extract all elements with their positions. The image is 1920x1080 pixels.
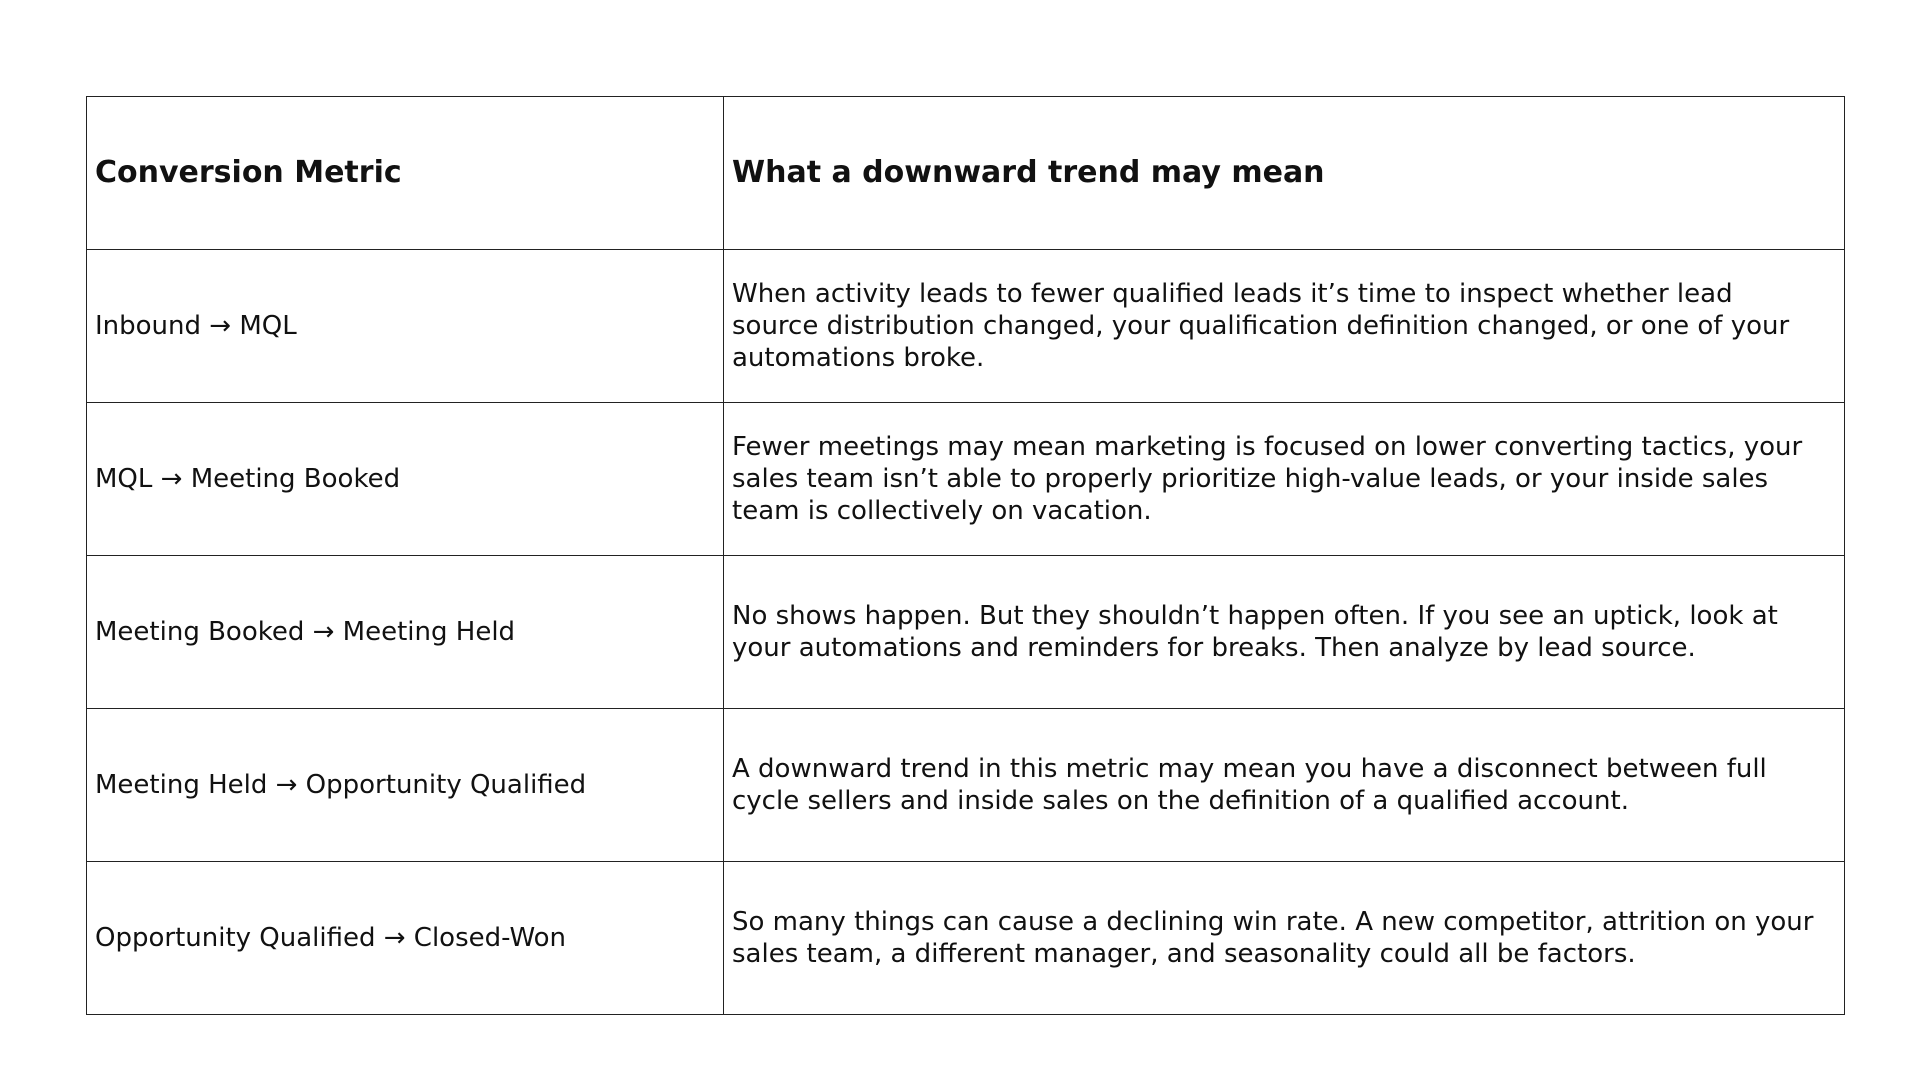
conversion-metrics-table-container bbox=[86, 96, 1844, 1015]
table-body bbox=[87, 250, 1845, 1015]
metric-cell: Meeting Booked → Meeting Held bbox=[87, 556, 724, 709]
table-row bbox=[87, 403, 1845, 556]
table-row bbox=[87, 709, 1845, 862]
metric-cell: Inbound → MQL bbox=[87, 250, 724, 403]
table-row bbox=[87, 556, 1845, 709]
meaning-cell: When activity leads to fewer qualified leads it’s time to inspect whether lead source distribution changed, your qualification definition changed, or one of your automations broke. bbox=[724, 250, 1845, 403]
table-header bbox=[87, 97, 1845, 250]
meaning-cell: A downward trend in this metric may mean you have a disconnect between full cycle sellers and inside sales on the definition of a qualified account. bbox=[724, 709, 1845, 862]
metric-cell: Meeting Held → Opportunity Qualified bbox=[87, 709, 724, 862]
conversion-metrics-table bbox=[86, 96, 1845, 1015]
header-row bbox=[87, 97, 1845, 250]
metric-cell: Opportunity Qualified → Closed-Won bbox=[87, 862, 724, 1015]
meaning-cell: So many things can cause a declining win rate. A new competitor, attrition on your sales team, a different manager, and seasonality could all be factors. bbox=[724, 862, 1845, 1015]
header-downward-trend-meaning: What a downward trend may mean bbox=[724, 97, 1845, 250]
meaning-cell: Fewer meetings may mean marketing is focused on lower converting tactics, your sales team isn’t able to properly prioritize high-value leads, or your inside sales team is collectively on vacation. bbox=[724, 403, 1845, 556]
table-row bbox=[87, 250, 1845, 403]
meaning-cell: No shows happen. But they shouldn’t happen often. If you see an uptick, look at your automations and reminders for breaks. Then analyze by lead source. bbox=[724, 556, 1845, 709]
metric-cell: MQL → Meeting Booked bbox=[87, 403, 724, 556]
header-conversion-metric: Conversion Metric bbox=[87, 97, 724, 250]
table-row bbox=[87, 862, 1845, 1015]
